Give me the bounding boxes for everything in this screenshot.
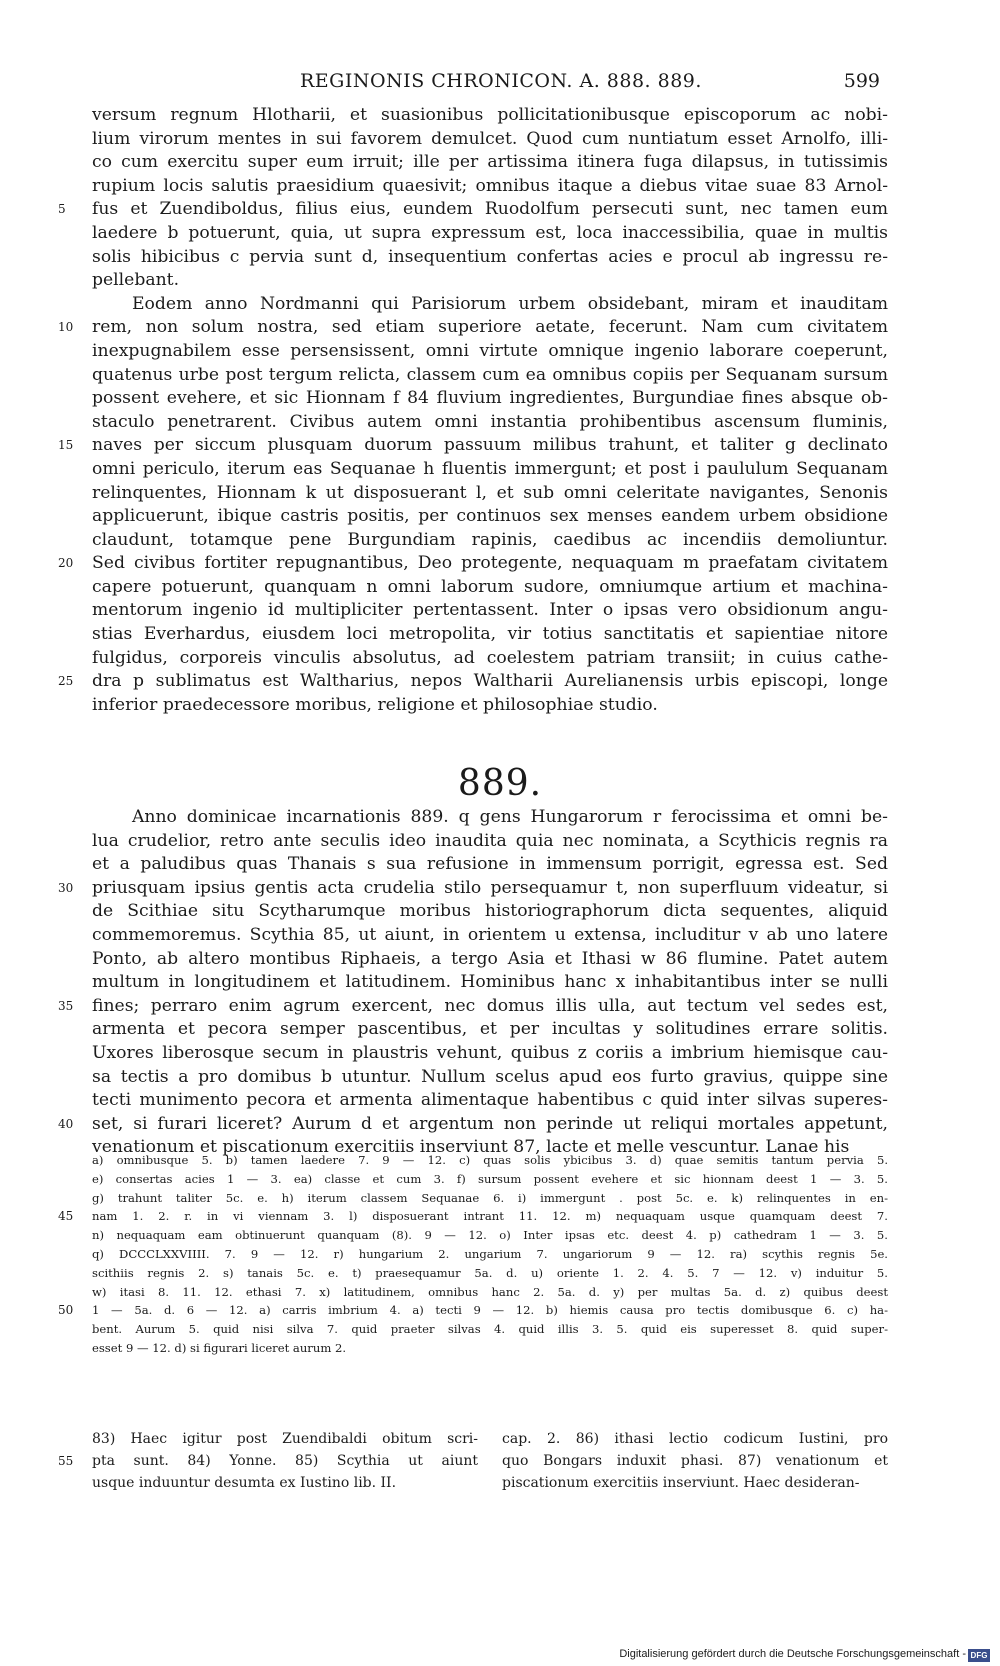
running-header [300,70,880,96]
text-line [92,1170,888,1189]
text-line [92,830,888,854]
line-number: 5 [58,202,66,217]
line-text: fulgidus, corporeis vinculis absolutus, ad coelestem patriam transiit; in cuius cathe- [92,647,888,668]
text-line [58,1207,888,1226]
text-line [92,104,888,128]
text-line [92,900,888,924]
line-text: de Scithiae situ Scytharumque moribus historiographorum dicta sequentes, aliquid [92,901,888,922]
line-number: 30 [58,880,74,895]
line-text: relinquentes, Hionnam k ut disposuerant l, et sub omni celeritate navigantes, Senonis [92,482,888,503]
text-line [92,1320,888,1339]
line-text: inexpugnabilem esse persensissent, omni virtute omnique ingenio laborare coeperunt, [92,340,888,361]
text-line [92,1018,888,1042]
text-line [92,1428,478,1450]
line-number: 40 [58,1116,74,1131]
line-text: w) itasi 8. 11. 12. ethasi 7. x) latitudinem, omnibus hanc 2. 5a. d. y) per multas 5a. d. z) quibus deest [92,1284,888,1299]
line-text: co cum exercitu super eum irruit; ille per artissima itinera fuga dilapsus, in tutissimis [92,152,888,173]
text-line [92,505,888,529]
line-text: n) nequaquam eam obtinuerunt quanquam (8). 9 — 12. o) Inter ipsas etc. deest 4. p) cathedram 1 — 3. 5. [92,1228,888,1243]
text-line [58,877,888,901]
line-number: 15 [58,438,74,453]
line-text: esset 9 — 12. d) si figurari liceret aurum 2. [92,1340,347,1355]
line-text: Sed civibus fortiter repugnantibus, Deo protegente, nequaquam m praefatam civitatem [92,553,888,574]
digitization-credit [610,1648,990,1664]
text-block-889 [58,806,888,1160]
line-text: Anno dominicae incarnationis 889. q gens Hungarorum r ferocissima et omni be- [132,807,888,827]
running-title: REGINONIS CHRONICON. A. 888. 889. [300,70,702,92]
text-line [92,1151,888,1170]
line-text: 83) Haec igitur post Zuendibaldi obitum scri- [92,1431,478,1447]
text-line [92,694,888,718]
text-line [92,293,888,317]
line-text: Ponto, ab altero montibus Riphaeis, a tergo Asia et Ithasi w 86 flumine. Patet autem [92,948,888,969]
text-line [58,1301,888,1320]
text-line [92,222,888,246]
text-line [502,1450,888,1472]
dfg-logo: DFG [968,1649,990,1662]
line-text: fus et Zuendiboldus, filius eius, eundem Ruodolfum persecuti sunt, nec tamen eum [92,199,888,220]
text-line [58,552,888,576]
text-line [92,1339,888,1358]
line-text: lium virorum mentes in sui favorem demulcet. Quod cum nuntiatum esset Arnolfo, illi- [92,128,888,149]
year-heading: 889. [457,763,543,804]
line-text: laedere b potuerunt, quia, ut supra expressum est, loca inaccessibilia, quae in multis [92,222,888,243]
line-text: venationum et piscationum exercitiis inserviunt 87, lacte et melle vescuntur. Lanae his [92,1137,850,1158]
text-line [92,1283,888,1302]
footnotes-right-column [502,1428,888,1494]
text-line [58,670,888,694]
line-text: lua crudelior, retro ante seculis ideo inaudita quia nec nominata, a Scythicis regnis ra [92,830,888,851]
line-text: omni periculo, iterum eas Sequanae h fluentis immergunt; et post i paululum Sequanam [92,458,888,479]
text-line [92,1042,888,1066]
line-text: inferior praedecessore moribus, religione et philosophiae studio. [92,694,658,715]
text-line [92,1189,888,1208]
line-number: 55 [58,1454,74,1468]
text-line [58,434,888,458]
line-text: 1 — 5a. d. 6 — 12. a) carris imbrium 4. a) tecti 9 — 12. b) hiemis causa pro tectis domibusque 6. c) ha- [92,1303,888,1318]
line-text: rem, non solum nostra, sed etiam superiore aetate, fecerunt. Nam cum civitatem [92,317,888,338]
credit-text: Digitalisierung gefördert durch die Deutsche Forschungsgemeinschaft - [619,1648,966,1660]
line-text: a) omnibusque 5. b) tamen laedere 7. 9 — 12. c) quas solis ybicibus 3. d) quae semitis tantum pervia 5. [92,1153,888,1167]
line-text: quo Bongars induxit phasi. 87) venationum et [502,1453,888,1469]
line-number: 45 [58,1209,74,1224]
text-line [92,151,888,175]
line-text: versum regnum Hlotharii, et suasionibus pollicitationibusque episcoporum ac nobi- [92,105,888,125]
line-text: claudunt, totamque pene Burgundiam rapinis, caedibus ac incendiis demoliuntur. [92,529,888,550]
text-line [92,1226,888,1245]
line-number: 35 [58,998,74,1013]
text-line [92,1264,888,1283]
line-text: commemoremus. Scythia 85, ut aiunt, in orientem u extensa, includitur v ab uno latere [92,924,888,945]
line-text: nam 1. 2. r. in vi viennam 3. l) disposuerant intrant 11. 12. m) nequaquam usque quamquam deest 7. [92,1209,888,1224]
text-line [92,458,888,482]
text-line [502,1428,888,1450]
line-text: usque induuntur desumta ex Iustino lib. II. [92,1475,397,1491]
text-line [92,806,888,830]
text-line [92,623,888,647]
line-text: priusquam ipsius gentis acta crudelia stilo persequamur t, non superfluum videatur, si [92,877,888,898]
line-text: scithiis regnis 2. s) tanais 5c. e. t) praesequamur 5a. d. u) oriente 1. 2. 4. 5. 7 — 12. v) induitur 5. [92,1265,888,1280]
line-text: sa tectis a pro domibus b utuntur. Nullum scelus apud eos furto gravius, quippe sine [92,1066,888,1087]
line-text: bent. Aurum 5. quid nisi silva 7. quid praeter silvas 4. quid illis 3. 5. quid eis superesset 8. quid super- [92,1322,888,1337]
text-line [92,948,888,972]
line-text: Uxores liberosque secum in plaustris vehunt, quibus z coriis a imbrium hiemisque cau- [92,1042,888,1063]
text-line [92,1472,478,1494]
line-text: fines; perraro enim agrum exercent, nec domus illis ulla, aut tectum vel sedes est, [92,995,888,1016]
text-line [92,128,888,152]
text-line [92,340,888,364]
text-line [92,647,888,671]
line-text: e) consertas acies 1 — 3. ea) classe et cum 3. f) sursum possent evehere et sic hionnam deest 1 — 3. 5. [92,1171,888,1186]
text-line [92,599,888,623]
line-text: stias Everhardus, eiusdem loci metropolita, vir totius sanctitatis et sapientiae nitore [92,624,888,645]
line-text: possent evehere, et sic Hionnam f 84 fluvium ingredientes, Burgundiae fines absque ob- [92,388,888,409]
line-text: multum in longitudinem et latitudinem. Hominibus hanc x inhabitantibus inter se nulli [92,972,888,993]
line-text: dra p sublimatus est Waltharius, nepos Waltharii Aurelianensis urbis episcopi, longe [92,671,888,692]
line-number: 10 [58,320,74,335]
line-text: pta sunt. 84) Yonne. 85) Scythia ut aiunt [92,1453,478,1469]
text-line [58,1450,478,1472]
text-line [92,529,888,553]
line-number: 20 [58,556,74,571]
text-line [92,411,888,435]
line-text: piscationum exercitiis inserviunt. Haec desideran- [502,1475,860,1491]
text-line [502,1472,888,1494]
text-line [92,387,888,411]
text-line [92,175,888,199]
text-line [58,198,888,222]
text-line [92,576,888,600]
text-line [92,269,888,293]
text-line [92,971,888,995]
text-line [92,1066,888,1090]
line-text: naves per siccum plusquam duorum passuum milibus trahunt, et taliter g declinato [92,435,888,456]
line-text: cap. 2. 86) ithasi lectio codicum Iustini, pro [502,1431,888,1447]
footnotes-left-column [58,1428,478,1494]
text-line [92,853,888,877]
text-line [92,246,888,270]
text-line [58,1113,888,1137]
line-text: Eodem anno Nordmanni qui Parisiorum urbem obsidebant, miram et inauditam [132,293,888,314]
line-text: solis hibicibus c pervia sunt d, insequentium confertas acies e procul ab ingressu re- [92,246,888,267]
line-text: capere potuerunt, quanquam n omni laborum sudore, omniumque artium et machina- [92,576,888,597]
page-number: 599 [843,70,880,92]
line-number: 50 [58,1303,74,1318]
line-text: mentorum ingenio id multipliciter pertentassent. Inter o ipsas vero obsidionum angu- [92,600,888,621]
line-text: et a paludibus quas Thanais s sua refusione in immensum porrigit, egressa est. Sed [92,854,888,875]
line-text: applicuerunt, ibique castris positis, per continuos sex menses eandem urbem obsidione [92,506,888,527]
line-text: set, si furari liceret? Aurum d et argentum non perinde ut reliqui mortales appetunt, [92,1113,888,1134]
text-line [92,1089,888,1113]
variant-readings [58,1151,888,1358]
line-text: q) DCCCLXXVIIII. 7. 9 — 12. r) hungarium 2. ungarium 7. ungariorum 9 — 12. ra) scythis regnis 5e. [92,1246,888,1261]
text-line [92,924,888,948]
text-block-888 [58,104,888,717]
text-line [58,995,888,1019]
line-text: staculo penetrarent. Civibus autem omni instantia prohibentibus ascensum fluminis, [92,411,888,432]
line-text: armenta et pecora semper pascentibus, et per incultas y solitudines errare solitis. [92,1019,888,1040]
line-text: tecti munimento pecora et armenta alimentaque habentibus c quid inter silvas superes- [92,1090,888,1111]
line-text: rupium locis salutis praesidium quaesivit; omnibus itaque a diebus vitae suae 83 Arnol- [92,175,888,196]
line-text: pellebant. [92,270,180,291]
text-line [92,482,888,506]
line-text: quatenus urbe post tergum relicta, classem cum ea omnibus copiis per Sequanam sursum [92,364,888,385]
text-line [92,1245,888,1264]
line-text: g) trahunt taliter 5c. e. h) iterum classem Sequanae 6. i) immergunt . post 5c. e. k) relinquentes in en- [92,1190,888,1205]
text-line [92,364,888,388]
text-line [58,316,888,340]
line-number: 25 [58,674,74,689]
